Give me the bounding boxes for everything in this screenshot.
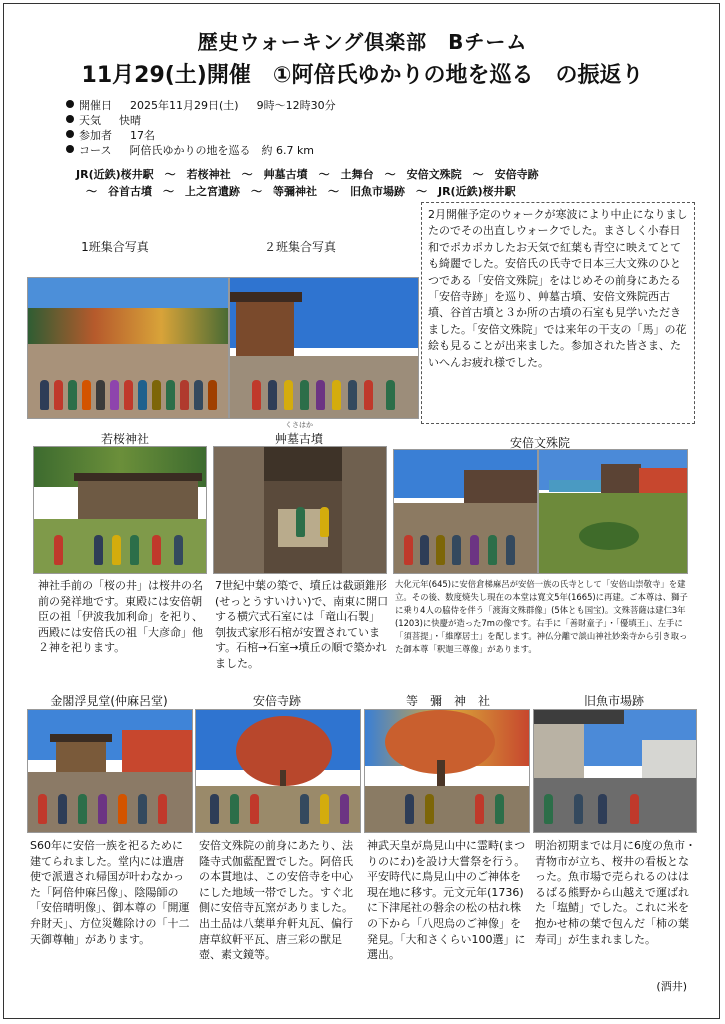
bullet-icon (66, 145, 74, 153)
spot-title-monjuin: 安倍文殊院 (509, 436, 570, 450)
event-title: 11月29(土)開催 ①阿倍氏ゆかりの地を巡る の振返り (81, 63, 644, 88)
abedera-photo (195, 709, 361, 833)
ukimido-photo (27, 709, 193, 833)
desc-ukimido: S60年に安倍一族を祀るために建てられました。堂内には遣唐使で派遣され帰国が叶わなかった「阿倍仲麻呂像」、陰陽師の「安倍晴明像」、御本尊の「開運弁財天」、方位災難除けの「十二天御尊軸」があります。 (30, 839, 190, 946)
info-course: コース 阿倍氏ゆかりの地を巡る 約 6.7 km (66, 143, 336, 158)
group1-caption: 1班集合写真 (81, 240, 149, 254)
spot-title-abedera: 安倍寺跡 (252, 694, 301, 708)
bullet-icon (66, 100, 74, 108)
info-participants: 参加者 17名 (66, 128, 336, 143)
wakazakura-photo (33, 446, 207, 574)
spot-title-kusahaka: 艸墓古墳 (274, 432, 323, 446)
route-line-1: JR(近鉄)桜井駅 ～ 若桜神社 ～ 艸墓古墳 ～ 土舞台 ～ 安倍文殊院 ～ 安倍寺跡 (76, 168, 539, 181)
group1-photo (27, 277, 229, 419)
desc-kusahaka: 7世紀中葉の築で、墳丘は截頭錐形(せっとうすいけい)で、南東に開口する横穴式石室には「竜山石製」刳抜式家形石棺が安置されています。石棺→石室→墳丘の順で築かれました。 (215, 579, 389, 670)
kusahaka-photo (213, 446, 387, 574)
desc-uoichiba: 明治初期までは月に6度の魚市・青物市が立ち、桜井の看板となった。魚市場で売られるのははるばる熊野から山越えで運ばれた「塩鯖」でした。これに米を抱かせ柿の葉で包んだ「柿の葉寿司」が生まれました。 (535, 839, 696, 946)
desc-abedera: 安倍文殊院の前身にあたり、法隆寺式伽藍配置でした。阿倍氏の本貫地は、この安倍寺を中心にした地域一帯でした。すぐ北側に安倍寺瓦窯がありました。出土品は八葉単弁軒丸瓦、偏行唐草紋軒平瓦、唐三彩の獣足壺、素文鏡等。 (199, 839, 353, 962)
spot-title-ukimido: 金閣浮見堂(仲麻呂堂) (50, 694, 168, 708)
desc-tomi: 神武天皇が鳥見山中に霊畤(まつりのにわ)を設け大嘗祭を行う。平安時代に鳥見山中のご神体を現在地に移す。元文元年(1736)に下津尾社の磐余の松の枯れ株の下から「八咫烏のご神像」を発見。「大和さくらい100選」に選出。 (367, 839, 526, 962)
group2-caption: ２班集合写真 (263, 240, 336, 254)
monjuin-photo-1 (393, 449, 538, 574)
route-line-2: ～ 谷首古墳 ～ 上之宮遺跡 ～ 等彌神社 ～ 旧魚市場跡 ～ JR(近鉄)桜井駅 (86, 185, 516, 198)
bullet-icon (66, 115, 74, 123)
tomi-photo (364, 709, 530, 833)
spot-ruby-kusahaka: くさはか (285, 421, 313, 429)
event-info (66, 98, 336, 158)
monjuin-photo-2 (538, 449, 688, 574)
spot-title-wakazakura: 若桜神社 (100, 432, 149, 446)
club-title: 歴史ウォーキング倶楽部 Bチーム (197, 30, 528, 54)
desc-wakazakura: 神社手前の「桜の井」は桜井の名前の発祥地です。東殿には安倍朝臣の祖「伊波我加利命」を祀り、西殿には安倍氏の祖「大彦命」他２神を祀ります。 (38, 579, 203, 655)
info-date: 開催日 2025年11月29日(土) 9時～12時30分 (66, 98, 336, 113)
author-signature: (酒井) (656, 980, 687, 993)
group2-photo (229, 277, 419, 419)
spot-title-tomi: 等 彌 神 社 (405, 694, 490, 708)
spot-title-uoichiba: 旧魚市場跡 (583, 694, 644, 708)
uoichiba-photo (533, 709, 697, 833)
report-text: 2月開催予定のウォークが寒波により中止になりましたのでその出直しウォークでした。まさしく小春日和でポカポカしたお天気で紅葉も青空に映えてとても綺麗でした。安倍氏の氏寺で日本三大文殊のひとつである「安倍文殊院」をはじめその前身にあたる「安倍寺跡」を巡り、艸墓古墳、安倍文殊院西古墳、谷首古墳と３か所の古墳の石室も見学いただきました。「安倍文殊院」では来年の干支の「馬」の花絵も見ることが出来ました。参加された皆さま、たいへんお疲れ様でした。 (421, 202, 695, 424)
bullet-icon (66, 130, 74, 138)
desc-monjuin: 大化元年(645)に安倍倉梯麻呂が安倍一族の氏寺として「安倍山崇敬寺」を建立。その後、数度焼失し現在の本堂は寛文5年(1665)に再建。ご本尊は、獅子に乗り4人の脇侍を伴う「渡海文殊群像」(5体とも国宝)。文殊菩薩は建仁3年(1203)に快慶が造った7mの像です。右手に「善財童子」・「優填王」、左手に「須菩提」・「維摩居士」を配します。神仏分離で談山神社妙楽寺から引き取った御本尊「釈迦三尊像」があります。 (395, 579, 688, 654)
info-weather: 天気 快晴 (66, 113, 336, 128)
